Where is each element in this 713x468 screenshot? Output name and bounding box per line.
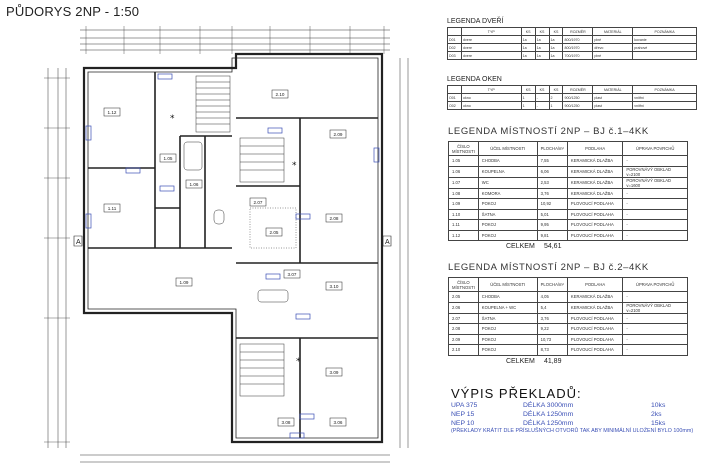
doors-cell: 1a [521,52,535,60]
bj1-cell: POROVNÁVÝ OBKLAD v=1600 [623,177,688,188]
table-row [448,102,697,110]
doors-cell: kovanie [633,36,697,44]
bj2-cell: PLOVOUCÍ PODLAHA [567,324,622,335]
doors-legend [447,18,697,60]
bj2-cell: 2.05 [449,292,479,303]
bj2-cell: KERAMICKÁ DLAŽBA [567,302,622,313]
bj2-cell: ŠATNA [478,313,537,324]
bj2-cell: POKOJ [478,334,537,345]
bj1-header-cell: ÚPRAVA POVRCHŮ [623,142,688,156]
windows-cell: O02 [448,102,462,110]
bj1-header-cell: PLOCHA/m² [537,142,567,156]
doors-cell: 1a [535,36,549,44]
lintel-length: DÉLKA 1250mm [523,411,574,418]
bj1-header-cell: ČÍSLO MÍSTNOSTI [449,142,479,156]
bj1-cell: POKOJ [478,220,537,231]
windows-cell: okno [461,102,521,110]
doors-header-cell [448,28,462,36]
windows-cell: okno [461,94,521,102]
bj1-cell: 2,53 [537,177,567,188]
table-row [448,52,697,60]
bj1-cell: - [623,230,688,241]
bj1-cell: 1.10 [449,209,479,220]
bj2-rooms-title: LEGENDA MÍSTNOSTÍ 2NP – BJ č.2–4KK [448,262,649,273]
bj2-cell: PLOVOUCÍ PODLAHA [567,345,622,356]
lintel-count: 15ks [651,420,666,427]
room-label: 2.05 [269,230,279,235]
bj1-cell: 1.09 [449,199,479,210]
doors-cell: D01 [448,36,462,44]
svg-text:*: * [296,357,301,367]
bj1-cell: 9,95 [537,220,567,231]
windows-legend-title: LEGENDA OKEN [447,76,502,83]
bj2-total-value: 41,89 [543,357,562,365]
table-row [449,292,688,303]
doors-cell: 1a [549,44,563,52]
doors-cell: 1a [535,44,549,52]
room-label: 3.06 [333,420,343,425]
bj2-header-cell: ČÍSLO MÍSTNOSTI [449,278,479,292]
room-label: 1.11 [107,206,117,211]
table-row [448,36,697,44]
bj2-cell: KERAMICKÁ DLAŽBA [567,292,622,303]
lintels-list [451,386,711,434]
windows-cell: 1 [521,102,535,110]
room-label: 3.10 [329,284,339,289]
section-mark-right: A [385,239,390,246]
windows-table [447,85,697,110]
doors-cell: dvere [461,44,521,52]
bj1-cell: ŠATNA [478,209,537,220]
room-label: 1.09 [179,280,189,285]
doors-header-cell: POZNÁMKA [633,28,697,36]
table-row [448,94,697,102]
table-row [449,302,688,313]
lintel-row [451,419,711,428]
doors-cell: D02 [448,44,462,52]
page-title: PŮDORYS 2NP - 1:50 [6,4,140,19]
lintel-length: DÉLKA 3000mm [523,402,574,409]
bj2-cell: CHODBA [478,292,537,303]
windows-cell: vnitřní [633,94,697,102]
bj1-total [506,243,688,250]
bj1-cell: PLOVOUCÍ PODLAHA [567,209,622,220]
bj1-cell: PLOVOUCÍ PODLAHA [567,230,622,241]
bj1-cell: 7,55 [537,156,567,167]
doors-table [447,27,697,60]
bj1-cell: CHODBA [478,156,537,167]
windows-header-cell [448,86,462,94]
room-label: 3.07 [287,272,297,277]
bj2-header-cell: ÚPRAVA POVRCHŮ [623,278,688,292]
bj1-cell: POKOJ [478,230,537,241]
table-row [449,199,688,210]
lintel-count: 10ks [651,402,666,409]
bj1-rooms-title: LEGENDA MÍSTNOSTÍ 2NP – BJ č.1–4KK [448,126,649,137]
doors-cell: 1a [535,52,549,60]
doors-header-cell: KS [521,28,535,36]
bj2-cell: - [623,313,688,324]
bj2-header-cell: PLOCHA/m² [537,278,567,292]
bj1-rooms-legend [448,126,688,250]
windows-header-cell: TYP [461,86,521,94]
bj2-cell: 2.06 [449,302,479,313]
windows-cell: O01 [448,94,462,102]
bj2-cell: 5,4 [537,302,567,313]
bj1-cell: PLOVOUCÍ PODLAHA [567,220,622,231]
bj2-total [506,358,688,365]
bj2-rooms-table [448,277,688,356]
lintel-length: DÉLKA 1250mm [523,420,574,427]
room-label: 3.08 [281,420,291,425]
table-row [449,334,688,345]
lintel-count: 2ks [651,411,662,418]
bj1-cell: 1.05 [449,156,479,167]
doors-legend-title: LEGENDA DVEŘÍ [447,18,504,25]
bj2-cell: - [623,324,688,335]
doors-header-cell: KS [535,28,549,36]
bj2-header-cell: PODLAHA [567,278,622,292]
floor-plan-drawing [0,18,440,468]
bj1-cell: KERAMICKÁ DLAŽBA [567,188,622,199]
doors-cell: 1a [549,36,563,44]
table-row [449,209,688,220]
windows-cell: 1 [521,94,535,102]
doors-cell: 700/1970 [563,52,593,60]
bj1-cell: - [623,156,688,167]
bj2-cell: 2.08 [449,324,479,335]
doors-header-cell: KS [549,28,563,36]
windows-cell: - [535,94,549,102]
lintel-name: NEP 15 [451,411,475,418]
windows-header-cell: KS [521,86,535,94]
room-label: 3.09 [329,370,339,375]
bj1-total-value: 54,61 [543,243,562,250]
bj2-cell: 9,22 [537,324,567,335]
table-row [448,44,697,52]
doors-cell: dvere [461,52,521,60]
bj1-cell: POROVNÁVÝ OBKLAD v=2100 [623,166,688,177]
bj2-cell: 3,76 [537,313,567,324]
bj2-cell: 4,05 [537,292,567,303]
bj1-cell: 9,81 [537,230,567,241]
table-row [449,177,688,188]
bj2-cell: - [623,292,688,303]
windows-cell: 1 [549,102,563,110]
bj1-cell: WC [478,177,537,188]
bj1-cell: POKOJ [478,199,537,210]
lintels-note: (PŘEKLADY KRÁTIT DLE PŘÍSLUŠNÝCH OTVORŮ TAK ABY MINIMÁLNÍ ULOŽENÍ BYLO 100mm) [451,428,694,434]
doors-cell: prahové [633,44,697,52]
bj1-rooms-table [448,141,688,241]
bj1-cell: 1.06 [449,166,479,177]
windows-cell: - [535,102,549,110]
bj2-cell: POKOJ [478,345,537,356]
doors-cell: 1a [549,52,563,60]
svg-text:*: * [170,114,175,124]
windows-cell: plast [593,94,633,102]
bj2-header-cell: ÚČEL MÍSTNOSTI [478,278,537,292]
windows-cell: 900/1250 [563,102,593,110]
room-label: 2.09 [333,132,343,137]
table-row [449,230,688,241]
bj2-total-label: CELKEM [506,357,535,365]
windows-cell: 2 [549,94,563,102]
room-label: 1.06 [189,182,199,187]
bj1-cell: 10,92 [537,199,567,210]
table-row [449,220,688,231]
lintel-name: NEP 10 [451,420,475,427]
bj2-cell: - [623,334,688,345]
bj2-cell: 2.07 [449,313,479,324]
doors-cell: 800/1970 [563,44,593,52]
bj2-rooms-legend [448,262,688,365]
table-row [449,156,688,167]
room-label: 1.12 [107,110,117,115]
table-row [449,188,688,199]
bj1-cell: KOUPELNA [478,166,537,177]
windows-header-cell: KS [535,86,549,94]
doors-cell: plné [593,36,633,44]
bj2-cell: 2.09 [449,334,479,345]
bj1-cell: - [623,220,688,231]
bj1-header-cell: PODLAHA [567,142,622,156]
table-row [449,345,688,356]
doors-header-cell: ROZMĚR [563,28,593,36]
windows-cell: plast [593,102,633,110]
bj2-cell: 2.10 [449,345,479,356]
bj2-cell: POROVNÁVÝ OBKLAD v=2100 [623,302,688,313]
room-label: 2.08 [329,216,339,221]
windows-header-cell: ROZMĚR [563,86,593,94]
bj1-cell: 1.12 [449,230,479,241]
section-mark-left: A [76,239,81,246]
windows-cell: 900/1250 [563,94,593,102]
table-row [449,313,688,324]
bj1-cell: - [623,209,688,220]
bj1-cell: 5,01 [537,209,567,220]
bj1-cell: 1.07 [449,177,479,188]
table-row [449,166,688,177]
windows-legend [447,76,697,110]
bj1-header-cell: ÚČEL MÍSTNOSTI [478,142,537,156]
bj2-cell: KOUPELNA + WC [478,302,537,313]
doors-cell: dvere [461,36,521,44]
doors-cell: dřevo [593,44,633,52]
doors-cell: plné [593,52,633,60]
doors-cell: 1a [521,36,535,44]
bj1-cell: 1.08 [449,188,479,199]
bj2-cell: POKOJ [478,324,537,335]
bj2-cell: PLOVOUCÍ PODLAHA [567,313,622,324]
bj1-cell: - [623,199,688,210]
bj1-cell: PLOVOUCÍ PODLAHA [567,199,622,210]
room-label: 2.07 [253,200,263,205]
bj1-cell: KERAMICKÁ DLAŽBA [567,177,622,188]
doors-cell: 800/1970 [563,36,593,44]
bj2-cell: 8,73 [537,345,567,356]
bj2-cell: 10,73 [537,334,567,345]
room-label: 2.10 [275,92,285,97]
doors-cell [633,52,697,60]
svg-text:*: * [292,161,297,171]
bj1-cell: KERAMICKÁ DLAŽBA [567,166,622,177]
bj1-cell: KOMORA [478,188,537,199]
bj1-total-label: CELKEM [506,243,535,250]
lintel-name: UPA 375 [451,402,478,409]
bj1-cell: 1.11 [449,220,479,231]
windows-header-cell: KS [549,86,563,94]
bj1-cell: KERAMICKÁ DLAŽBA [567,156,622,167]
doors-header-cell: MATERIÁL [593,28,633,36]
bj1-cell: 6,06 [537,166,567,177]
doors-cell: 1a [521,44,535,52]
windows-header-cell: POZNÁMKA [633,86,697,94]
bj1-cell: 3,76 [537,188,567,199]
bj2-cell: PLOVOUCÍ PODLAHA [567,334,622,345]
windows-cell: vnitřní [633,102,697,110]
doors-header-cell: TYP [461,28,521,36]
lintels-title: VÝPIS PŘEKLADŮ: [451,386,582,401]
bj1-cell: - [623,188,688,199]
bj2-cell: - [623,345,688,356]
lintel-row [451,410,711,419]
lintel-row [451,401,711,410]
table-row [449,324,688,335]
room-label: 1.05 [163,156,173,161]
windows-header-cell: MATERIÁL [593,86,633,94]
doors-cell: D03 [448,52,462,60]
